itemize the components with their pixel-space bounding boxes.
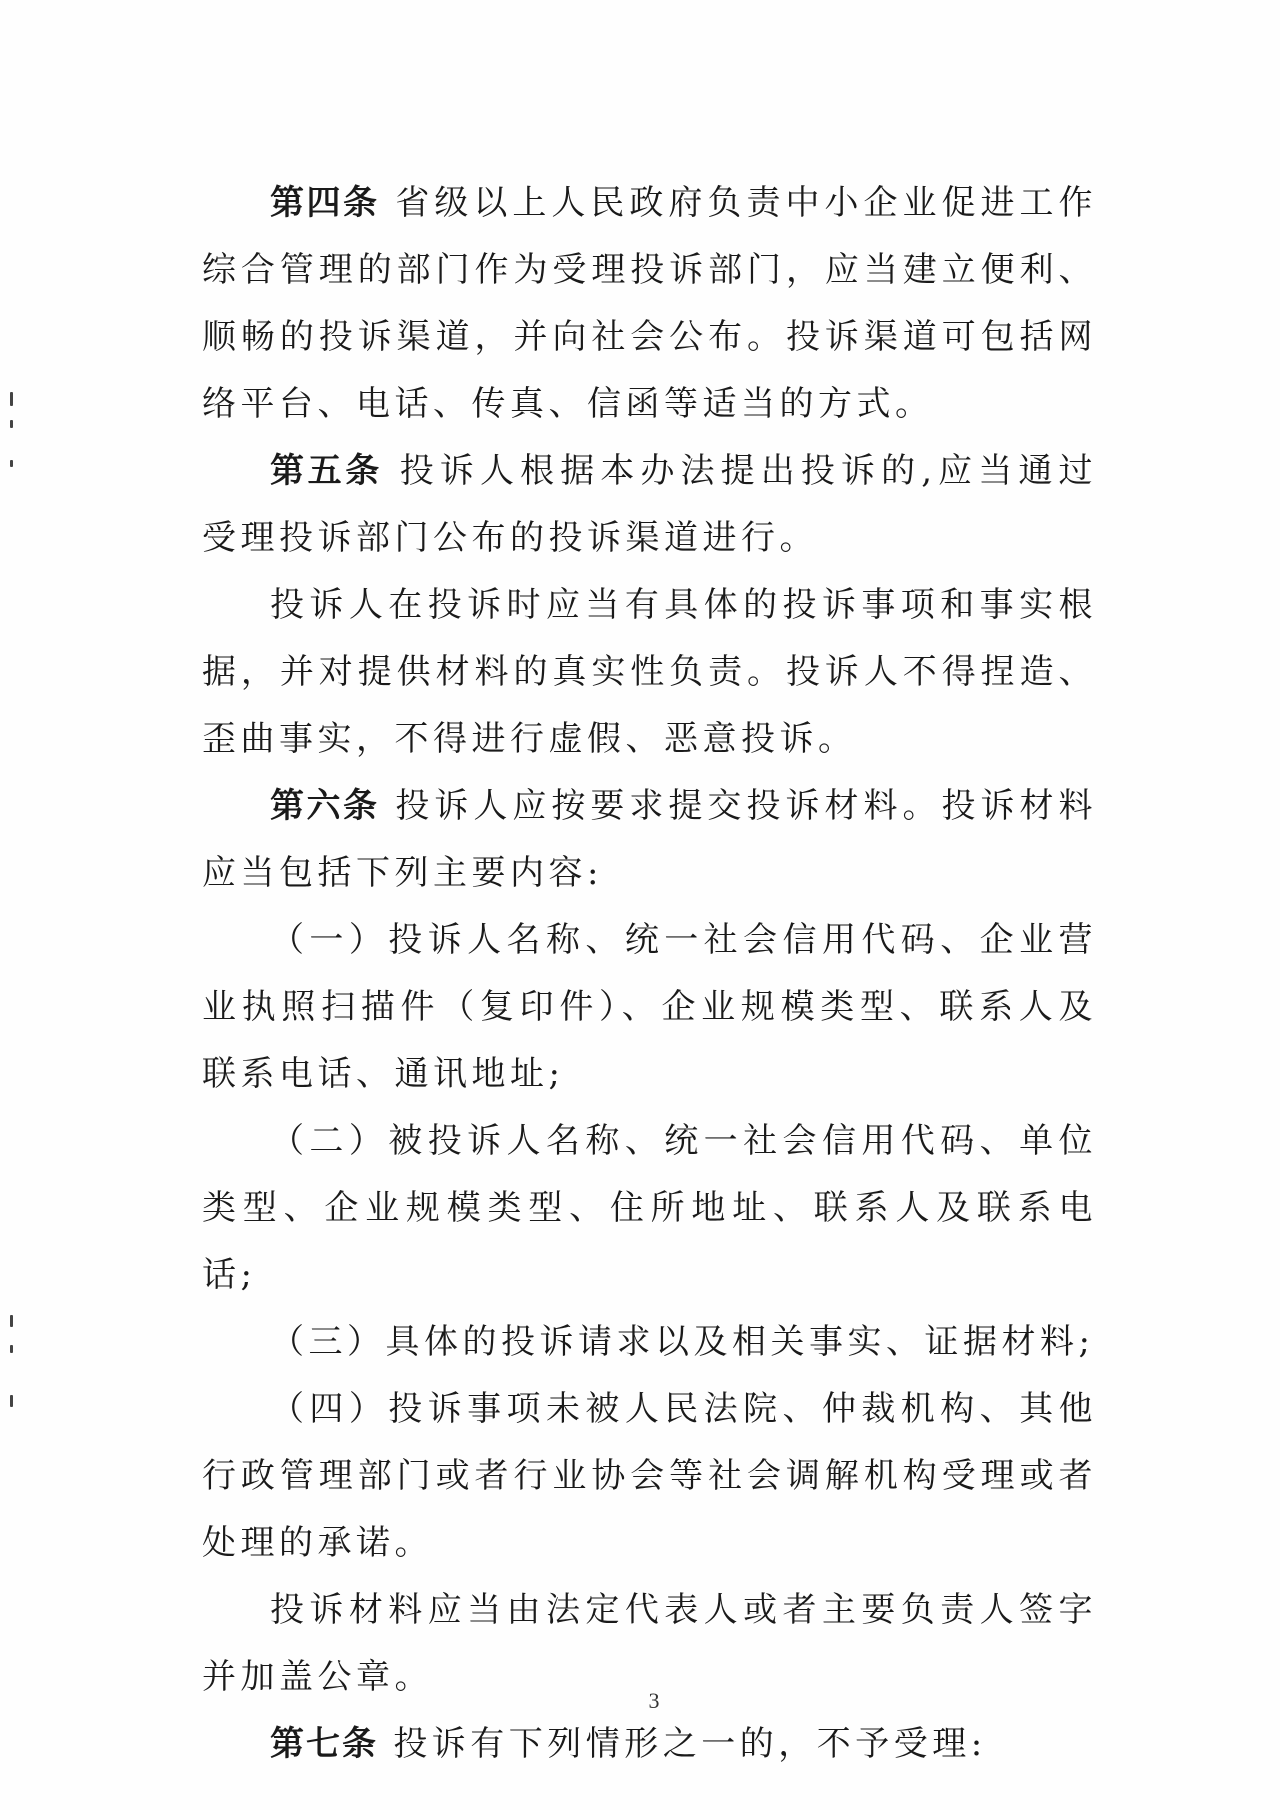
article-number: 第七条 — [270, 1724, 378, 1764]
paragraph-article-7 — [202, 1711, 1097, 1778]
scan-mark — [10, 392, 13, 406]
document-body — [202, 170, 1097, 1778]
article-number: 第五条 — [270, 451, 383, 491]
scan-mark — [10, 420, 13, 428]
paragraph-text: （二）被投诉人名称、统一社会信用代码、单位类型、企业规模类型、住所地址、联系人及联系电话; — [202, 1121, 1097, 1295]
paragraph-text: （一）投诉人名称、统一社会信用代码、企业营业执照扫描件（复印件）、企业规模类型、联系人及联系电话、通讯地址; — [202, 920, 1097, 1094]
paragraph-article-4 — [202, 170, 1097, 438]
list-item — [202, 907, 1097, 1108]
scan-mark — [10, 1345, 13, 1353]
article-number: 第四条 — [270, 183, 380, 223]
paragraph-text: 投诉人在投诉时应当有具体的投诉事项和事实根据，并对提供材料的真实性负责。投诉人不得捏造、歪曲事实，不得进行虚假、恶意投诉。 — [202, 585, 1097, 759]
list-item — [202, 1108, 1097, 1309]
paragraph-article-5 — [202, 438, 1097, 572]
paragraph-text: 投诉有下列情形之一的，不予受理: — [393, 1724, 987, 1764]
list-item — [202, 1376, 1097, 1577]
scan-mark — [10, 460, 13, 467]
paragraph-article-6 — [202, 773, 1097, 907]
scan-mark — [10, 1395, 13, 1407]
paragraph-text: （三）具体的投诉请求以及相关事实、证据材料; — [270, 1322, 1095, 1362]
list-item — [202, 1309, 1097, 1376]
scan-mark — [10, 1315, 13, 1327]
paragraph-text: 省级以上人民政府负责中小企业促进工作综合管理的部门作为受理投诉部门，应当建立便利、顺畅的投诉渠道，并向社会公布。投诉渠道可包括网络平台、电话、传真、信函等适当的方式。 — [202, 183, 1098, 424]
article-number: 第六条 — [270, 786, 380, 826]
paragraph-text: 投诉人根据本办法提出投诉的,应当通过受理投诉部门公布的投诉渠道进行。 — [202, 451, 1097, 558]
page-number: 3 — [648, 1688, 660, 1713]
paragraph-text: 投诉材料应当由法定代表人或者主要负责人签字并加盖公章。 — [202, 1590, 1097, 1697]
paragraph-text: 投诉人应按要求提交投诉材料。投诉材料应当包括下列主要内容: — [202, 786, 1098, 893]
paragraph — [202, 572, 1097, 773]
paragraph-text: （四）投诉事项未被人民法院、仲裁机构、其他行政管理部门或者行业协会等社会调解机构受理或者处理的承诺。 — [202, 1389, 1097, 1563]
